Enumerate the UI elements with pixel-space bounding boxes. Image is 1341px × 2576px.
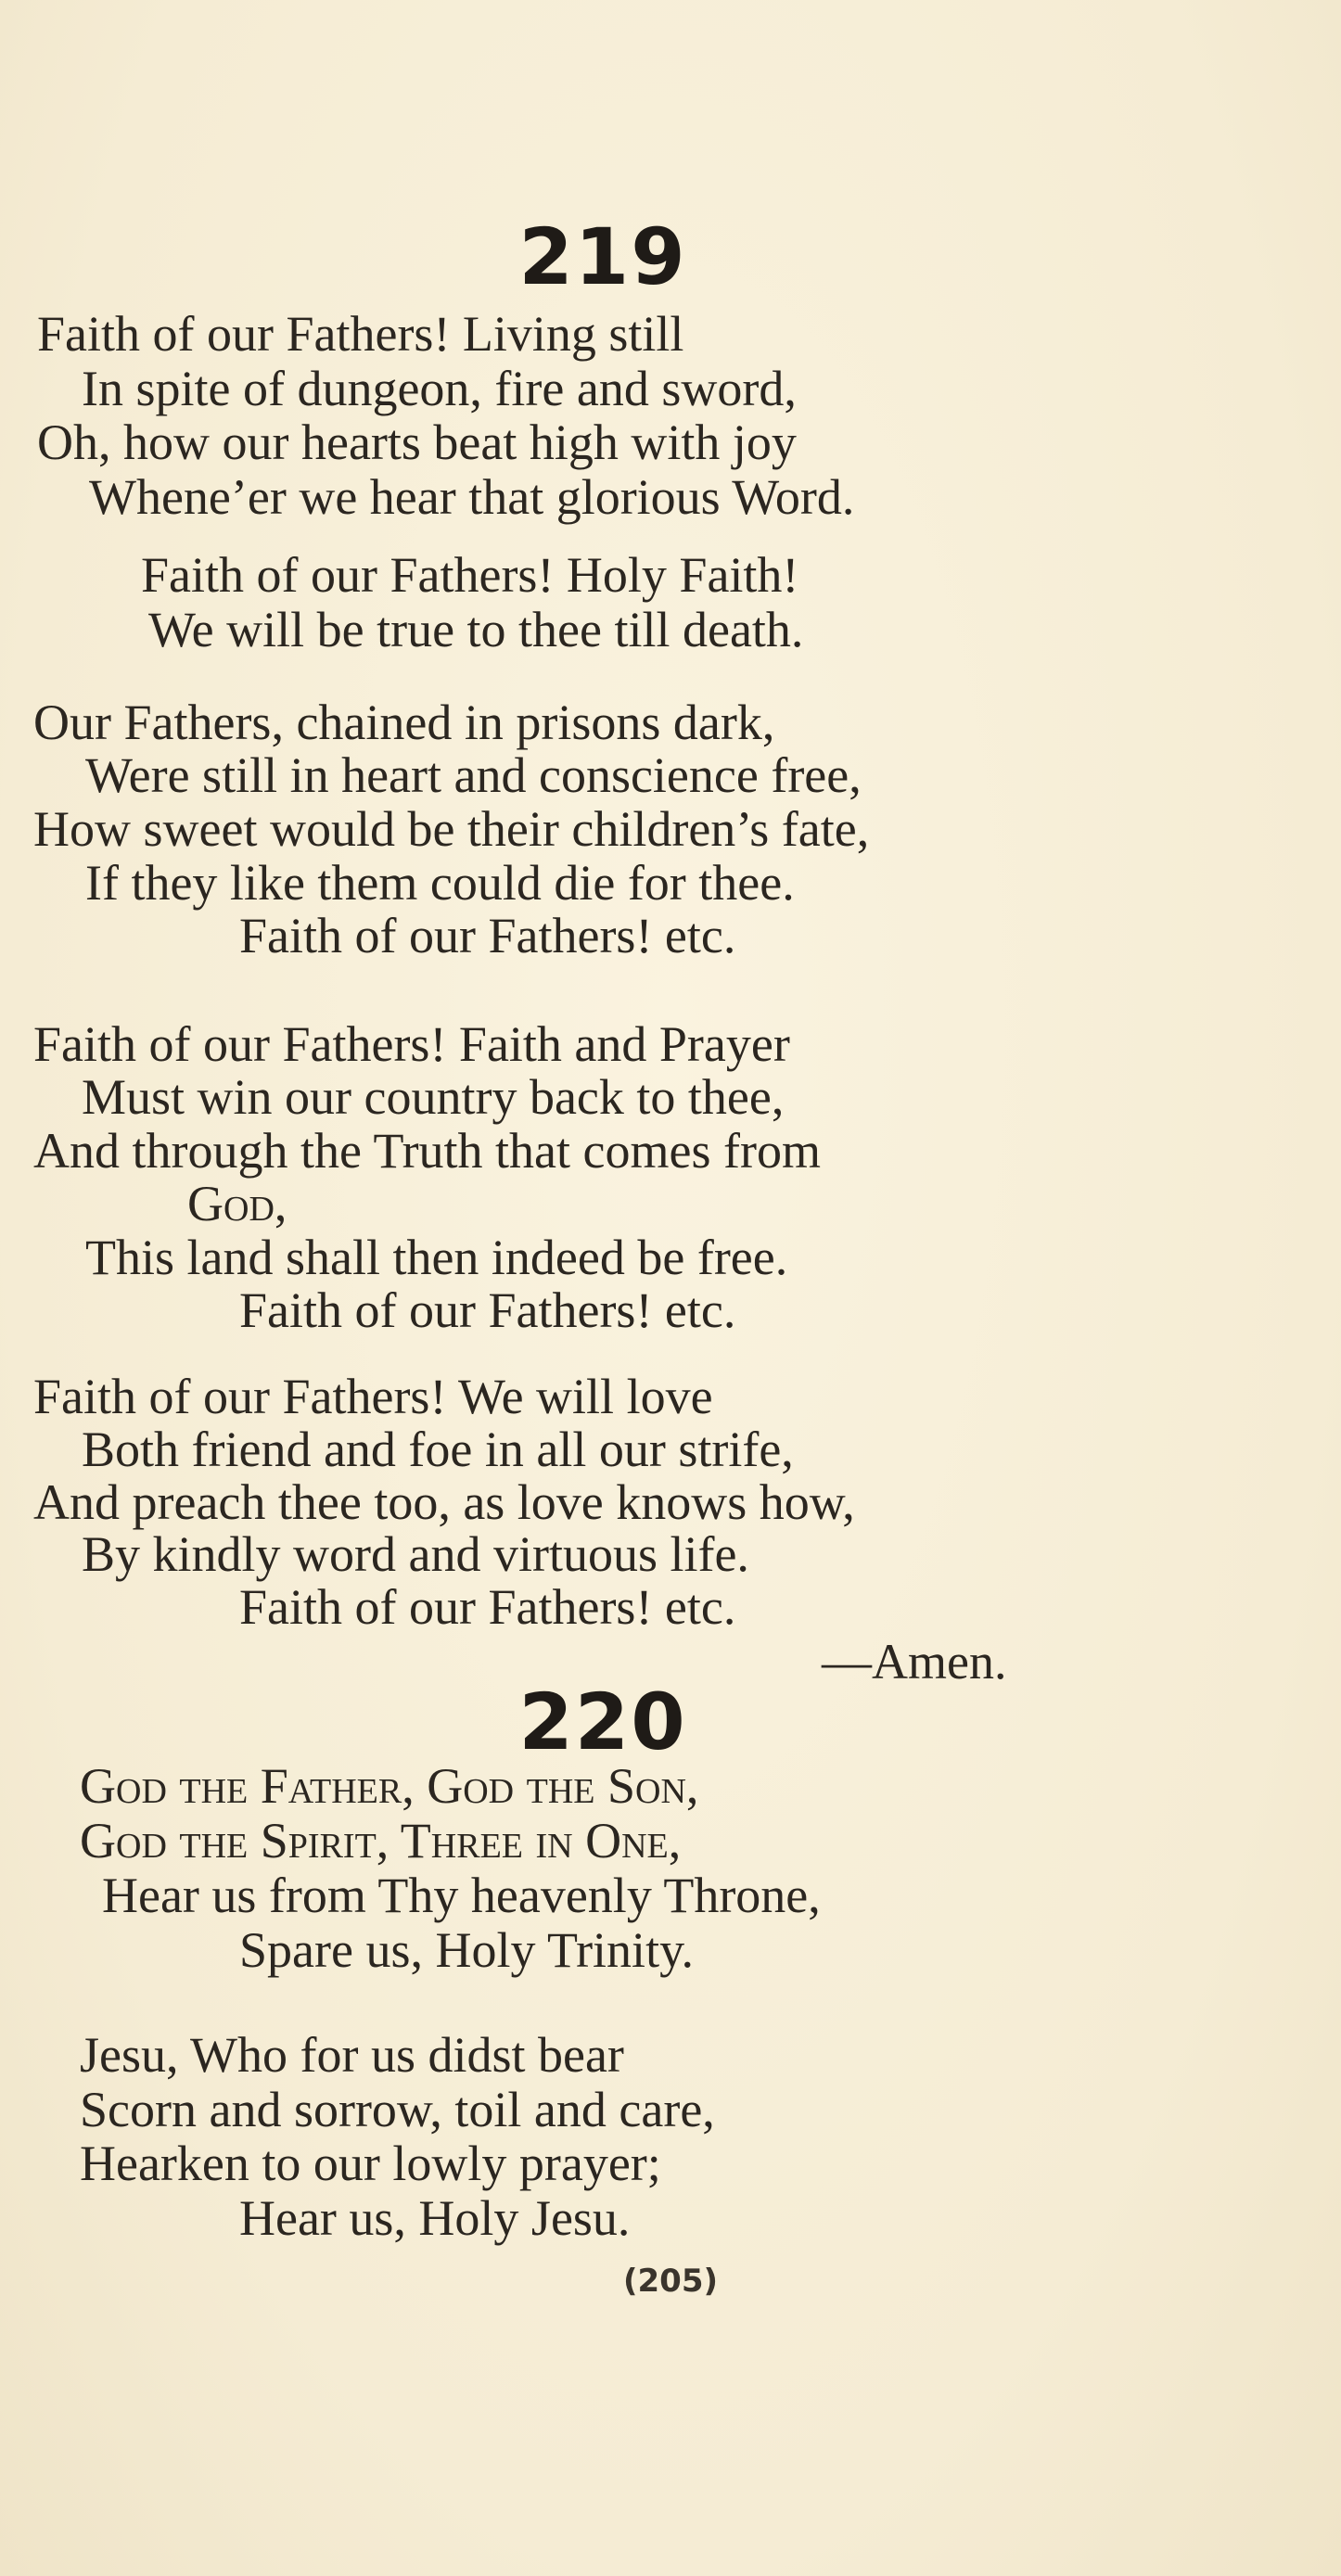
verse-line: Faith of our Fathers! Faith and Prayer [33, 1016, 790, 1072]
verse-line: Must win our country back to thee, [82, 1069, 785, 1125]
verse-line: Scorn and sorrow, toil and care, [80, 2082, 715, 2137]
refrain-reference: Faith of our Fathers! etc. [239, 1282, 736, 1338]
verse-line: God the Father, God the Son, [80, 1758, 699, 1814]
refrain-line: Faith of our Fathers! Holy Faith! [141, 547, 799, 603]
refrain-reference: Faith of our Fathers! etc. [239, 1579, 736, 1635]
verse-line: Our Fathers, chained in prisons dark, [33, 695, 775, 750]
verse-line: Hear us from Thy heavenly Throne, [102, 1868, 821, 1923]
verse-line: If they like them could die for thee. [85, 855, 795, 911]
verse-line: Whene’er we hear that glorious Word. [89, 469, 855, 525]
verse-line: God, [187, 1176, 287, 1231]
verse-line: By kindly word and virtuous life. [82, 1526, 749, 1582]
hymn-number-220: 220 [518, 1677, 687, 1767]
verse-line: Were still in heart and conscience free, [85, 747, 862, 803]
verse-line: And preach thee too, as love knows how, [33, 1474, 855, 1530]
verse-line: Oh, how our hearts beat high with joy [37, 414, 797, 470]
verse-line: Faith of our Fathers! We will love [33, 1369, 713, 1424]
verse-line: Hearken to our lowly prayer; [80, 2136, 661, 2191]
verse-line: Jesu, Who for us didst bear [80, 2027, 624, 2083]
verse-line: Hear us, Holy Jesu. [239, 2190, 631, 2246]
verse-line: Both friend and foe in all our strife, [82, 1422, 794, 1477]
amen: —Amen. [822, 1634, 1007, 1690]
refrain-line: We will be true to thee till death. [148, 602, 804, 657]
verse-line: This land shall then indeed be free. [85, 1230, 788, 1285]
refrain-reference: Faith of our Fathers! etc. [239, 908, 736, 963]
hymn-number-219: 219 [518, 211, 687, 302]
verse-line: And through the Truth that comes from [33, 1123, 821, 1179]
page-number: (205) [622, 2263, 719, 2300]
verse-line: How sweet would be their children’s fate, [33, 801, 870, 857]
verse-line: In spite of dungeon, fire and sword, [82, 361, 797, 416]
verse-line: Spare us, Holy Trinity. [239, 1922, 695, 1978]
verse-line: God the Spirit, Three in One, [80, 1813, 682, 1868]
verse-line: Faith of our Fathers! Living still [37, 306, 684, 362]
